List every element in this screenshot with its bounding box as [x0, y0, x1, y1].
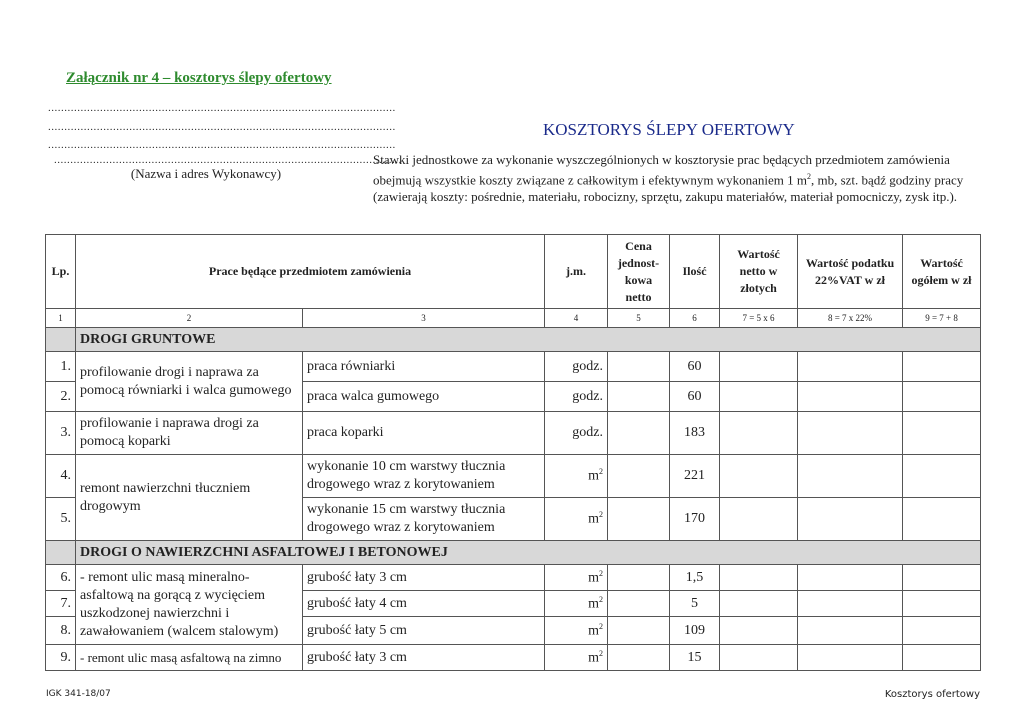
column-number: 5	[608, 309, 670, 328]
column-number: 6	[670, 309, 720, 328]
quantity: 60	[670, 382, 720, 412]
table-row	[46, 455, 981, 498]
quantity: 60	[670, 352, 720, 382]
contractor-line-2: ...........................................................................................................	[48, 121, 396, 133]
unit-price-cell	[608, 382, 670, 412]
unit-price-cell	[608, 617, 670, 645]
header-lp: Lp.	[46, 235, 76, 309]
contractor-label: (Nazwa i adres Wykonawcy)	[130, 166, 282, 181]
table-row	[46, 412, 981, 455]
contractor-line-4: ...........................................................................................................	[54, 154, 402, 166]
section-heading-asphalt-roads: DROGI O NAWIERZCHNI ASFALTOWEJ I BETONOWEJ	[76, 541, 981, 565]
quantity: 221	[670, 455, 720, 498]
description-text-1: Stawki jednostkowe za wykonanie wyszczególnionych w kosztorysie prac będących przedmiotem zamówienia obejmują wszystkie koszty związane z całkowitym i efektywnym wykonaniem 1 m	[373, 152, 950, 188]
quantity: 1,5	[670, 565, 720, 591]
column-number: 2	[76, 309, 303, 328]
vat-value-cell	[798, 352, 903, 382]
net-value-cell	[720, 617, 798, 645]
net-value-cell	[720, 382, 798, 412]
net-value-cell	[720, 565, 798, 591]
unit	[545, 645, 608, 671]
total-value-cell	[903, 645, 981, 671]
net-value-cell	[720, 352, 798, 382]
contractor-line-3: ...........................................................................................................	[48, 139, 396, 151]
work-group: profilowanie i naprawa drogi za pomocą koparki	[76, 412, 303, 455]
column-number: 4	[545, 309, 608, 328]
row-lp: 6.	[46, 565, 76, 591]
description	[373, 151, 983, 205]
table-row	[46, 565, 981, 591]
unit-text: m	[588, 570, 600, 586]
work-item: grubość łaty 3 cm	[303, 645, 545, 671]
header-unit: j.m.	[545, 235, 608, 309]
work-item: praca walca gumowego	[303, 382, 545, 412]
cost-estimate-table	[45, 234, 981, 671]
work-group: remont nawierzchni tłuczniem drogowym	[76, 455, 303, 541]
row-lp: 8.	[46, 617, 76, 645]
column-number: 8 = 7 x 22%	[798, 309, 903, 328]
unit-sup: 2	[599, 594, 604, 604]
vat-value-cell	[798, 498, 903, 541]
work-item: grubość łaty 4 cm	[303, 591, 545, 617]
row-lp: 1.	[46, 352, 76, 382]
net-value-cell	[720, 412, 798, 455]
vat-value-cell	[798, 455, 903, 498]
unit: godz.	[545, 382, 608, 412]
table-row	[46, 645, 981, 671]
unit	[545, 617, 608, 645]
quantity: 15	[670, 645, 720, 671]
quantity: 183	[670, 412, 720, 455]
net-value-cell	[720, 498, 798, 541]
unit	[545, 498, 608, 541]
unit-sup: 2	[599, 568, 604, 578]
attachment-title: Załącznik nr 4 – kosztorys ślepy ofertowy	[66, 70, 332, 86]
quantity: 109	[670, 617, 720, 645]
unit-price-cell	[608, 565, 670, 591]
footer-title: Kosztorys ofertowy	[884, 689, 980, 700]
work-item: wykonanie 10 cm warstwy tłucznia drogowego wraz z korytowaniem	[303, 455, 545, 498]
unit-text: m	[588, 650, 600, 666]
unit-sup: 2	[599, 621, 604, 631]
unit-sup: 2	[599, 467, 604, 477]
column-number: 1	[46, 309, 76, 328]
header-vat-value: Wartość podatku 22%VAT w zł	[798, 235, 903, 309]
work-item: grubość łaty 5 cm	[303, 617, 545, 645]
unit	[545, 565, 608, 591]
work-item: wykonanie 15 cm warstwy tłucznia drogowego wraz z korytowaniem	[303, 498, 545, 541]
main-title: KOSZTORYS ŚLEPY OFERTOWY	[543, 120, 795, 139]
contractor-line-1: ...........................................................................................................	[48, 102, 396, 114]
header-total-value: Wartość ogółem w zł	[903, 235, 981, 309]
total-value-cell	[903, 617, 981, 645]
vat-value-cell	[798, 617, 903, 645]
row-lp: 5.	[46, 498, 76, 541]
header-quantity: Ilość	[670, 235, 720, 309]
unit-price-cell	[608, 645, 670, 671]
unit-price-cell	[608, 412, 670, 455]
column-number: 9 = 7 + 8	[903, 309, 981, 328]
column-number-row	[46, 309, 981, 328]
vat-value-cell	[798, 591, 903, 617]
description-sup: 2	[806, 172, 811, 181]
unit-price-cell	[608, 591, 670, 617]
net-value-cell	[720, 455, 798, 498]
header-net-value: Wartość netto w złotych	[720, 235, 798, 309]
quantity: 5	[670, 591, 720, 617]
unit-text: m	[588, 623, 600, 639]
vat-value-cell	[798, 645, 903, 671]
quantity: 170	[670, 498, 720, 541]
vat-value-cell	[798, 565, 903, 591]
header-unit-price: Cena jednost-kowa netto	[608, 235, 670, 309]
net-value-cell	[720, 591, 798, 617]
unit-text: m	[588, 596, 600, 612]
total-value-cell	[903, 455, 981, 498]
unit-text: m	[588, 511, 600, 527]
vat-value-cell	[798, 412, 903, 455]
total-value-cell	[903, 352, 981, 382]
row-lp: 4.	[46, 455, 76, 498]
unit-sup: 2	[599, 510, 604, 520]
total-value-cell	[903, 412, 981, 455]
total-value-cell	[903, 382, 981, 412]
unit	[545, 455, 608, 498]
total-value-cell	[903, 565, 981, 591]
column-number: 7 = 5 x 6	[720, 309, 798, 328]
total-value-cell	[903, 591, 981, 617]
description-text-2: , mb, szt. bądź godziny pracy (zawierają koszty: pośrednie, materiału, robocizny, sprzętu, zakupu materiałów, materiał pomocniczy, zysk itp.).	[373, 172, 964, 205]
work-item: praca koparki	[303, 412, 545, 455]
unit: godz.	[545, 352, 608, 382]
row-lp: 2.	[46, 382, 76, 412]
footer-reference: IGK 341-18/07	[46, 689, 111, 699]
work-group: profilowanie drogi i naprawa za pomocą równiarki i walca gumowego	[76, 352, 303, 412]
net-value-cell	[720, 645, 798, 671]
section-heading-dirt-roads: DROGI GRUNTOWE	[76, 328, 981, 352]
header-work: Prace będące przedmiotem zamówienia	[76, 235, 545, 309]
unit: godz.	[545, 412, 608, 455]
total-value-cell	[903, 498, 981, 541]
row-lp: 7.	[46, 591, 76, 617]
unit-price-cell	[608, 455, 670, 498]
unit-price-cell	[608, 498, 670, 541]
work-item: praca równiarki	[303, 352, 545, 382]
unit-sup: 2	[599, 648, 604, 658]
unit-price-cell	[608, 352, 670, 382]
work-group: - remont ulic masą mineralno-asfaltową na gorącą z wycięciem uszkodzonej nawierzchni i zawałowaniem (walcem stalowym)	[76, 565, 303, 645]
work-group: - remont ulic masą asfaltową na zimno	[76, 645, 303, 671]
row-lp: 3.	[46, 412, 76, 455]
table-row	[46, 352, 981, 382]
unit-text: m	[588, 468, 600, 484]
unit	[545, 591, 608, 617]
vat-value-cell	[798, 382, 903, 412]
column-number: 3	[303, 309, 545, 328]
work-item: grubość łaty 3 cm	[303, 565, 545, 591]
row-lp: 9.	[46, 645, 76, 671]
